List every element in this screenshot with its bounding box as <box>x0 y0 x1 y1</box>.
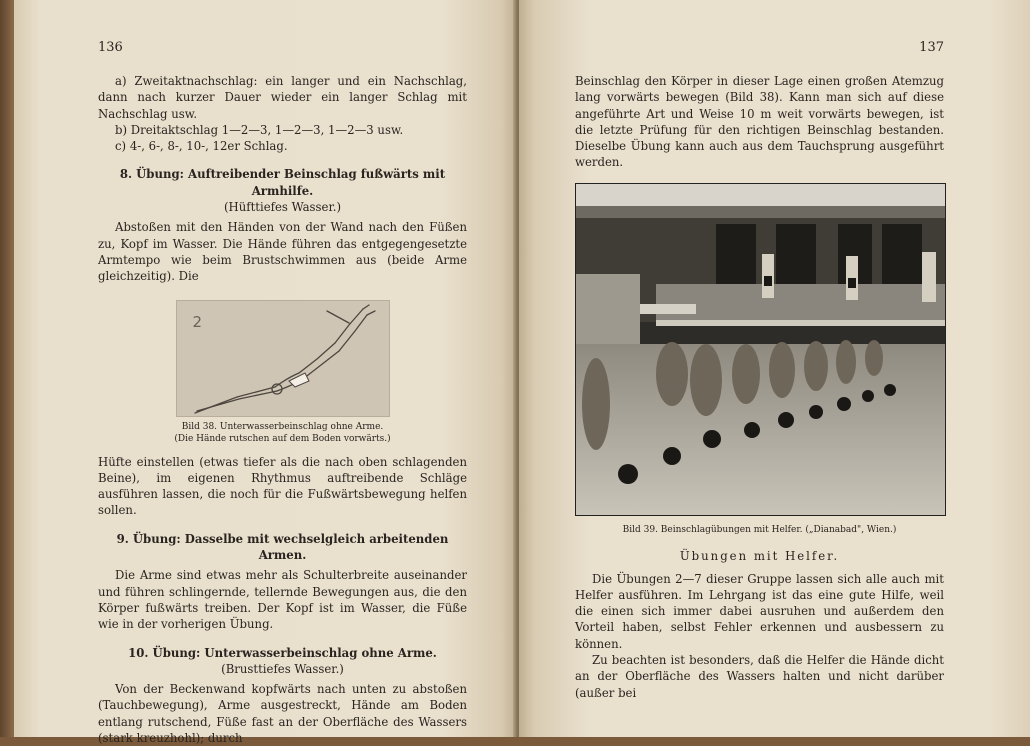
left-page <box>14 0 517 746</box>
exercise-8-text: Abstoßen mit den Händen von der Wand nach den Füßen zu, Kopf im Wasser. Die Hände führen das entgegengesetzte Armtempo wie beim Brustschwimmen aus (beide Arme gleichzeitig). Die <box>98 220 467 284</box>
list-label: b) <box>115 122 128 137</box>
after-figure-text: Hüfte einstellen (etwas tiefer als die nach oben schlagenden Beine), im eigenen Rhythmus auftreibende Schläge ausführen lassen, die noch für die Fußwärtsbewegung helfen sollen. <box>98 454 467 518</box>
figure-38-caption-line1: Bild 38. Unterwasserbeinschlag ohne Arme. <box>181 421 384 432</box>
list-label: a) <box>115 74 127 88</box>
helper-paragraph-1: Die Übungen 2—7 dieser Gruppe lassen sich alle auch mit Helfer ausführen. Im Lehrgang ist das eine gute Hilfe, weil die einen sich immer dabei ausruhen und außerdem den Vorteil haben, selbst Fehler erkennen und ausbessern zu können. <box>575 571 944 651</box>
page-number-left: 136 <box>98 40 123 55</box>
list-text: Dreitaktschlag 1—2—3, 1—2—3, 1—2—3 usw. <box>130 122 404 137</box>
intro-text: Beinschlag den Körper in dieser Lage einen großen Atemzug lang vorwärts bewegen (Bild 38). Kann man sich auf diese angeführte Art und Weise 10 m weit vorwärts bewegen, ist die letzte Prüfung für den richtigen Beinschlag bestanden. Dieselbe Übung kann auch aus dem Tauchsprung ausgeführt werden. <box>575 74 944 170</box>
swimmer-drawing <box>177 301 389 416</box>
exercise-10-text: Von der Beckenwand kopfwärts nach unten zu abstoßen (Tauchbewegung), Arme ausgestreckt, Hände am Boden entlang rutschend, Füße fast an der Oberfläche des Wassers (stark kreuzhohl); durch <box>98 682 467 746</box>
exercise-9-text: Die Arme sind etwas mehr als Schulterbreite auseinander und führen schlingernde, tellernde Bewegungen aus, die den Körper fußwärts treiben. Der Kopf ist im Wasser, die Füße wie in der vorherigen Übung. <box>98 568 467 632</box>
exercise-9-title: 9. Übung: Dasselbe mit wechselgleich arbeitenden Armen. <box>116 531 449 563</box>
section-title-helper: Übungen mit Helfer. <box>679 549 840 564</box>
list-item-b <box>98 122 467 138</box>
exercise-8-subtitle: (Hüfttiefes Wasser.) <box>223 200 342 215</box>
figure-38-number: 2 <box>192 312 203 331</box>
exercise-10-title: 10. Übung: Unterwasserbeinschlag ohne Arme. <box>128 645 437 660</box>
list-label: c) <box>115 139 127 154</box>
book-edge <box>0 0 14 737</box>
list-item-c <box>98 138 467 154</box>
page-number-right: 137 <box>919 40 944 55</box>
figure-38-caption <box>98 421 467 446</box>
helper-paragraph-2: Zu beachten ist besonders, daß die Helfer die Hände dicht an der Oberfläche des Wassers halten und nicht darüber (außer bei <box>575 653 944 700</box>
pool-photo-drawing <box>576 184 945 515</box>
exercise-8-title: 8. Übung: Auftreibender Beinschlag fußwärts mit Armhilfe. <box>119 167 446 198</box>
figure-39-photo <box>575 183 946 516</box>
right-page <box>519 0 1030 737</box>
list-text: Zweitaktnachschlag: ein langer und ein Nachschlag, dann nach kurzer Dauer wieder ein langer Schlag mit Nachschlag usw. <box>98 74 468 121</box>
figure-38-caption-line2: (Die Hände rutschen auf dem Boden vorwärts.) <box>174 434 391 445</box>
exercise-10-subtitle: (Brusttiefes Wasser.) <box>221 661 344 676</box>
figure-38-image <box>176 300 390 417</box>
figure-39-caption: Bild 39. Beinschlagübungen mit Helfer. („Dianabad", Wien.) <box>622 524 897 535</box>
list-item-a <box>98 73 467 122</box>
list-text: 4-, 6-, 8-, 10-, 12er Schlag. <box>129 139 288 154</box>
